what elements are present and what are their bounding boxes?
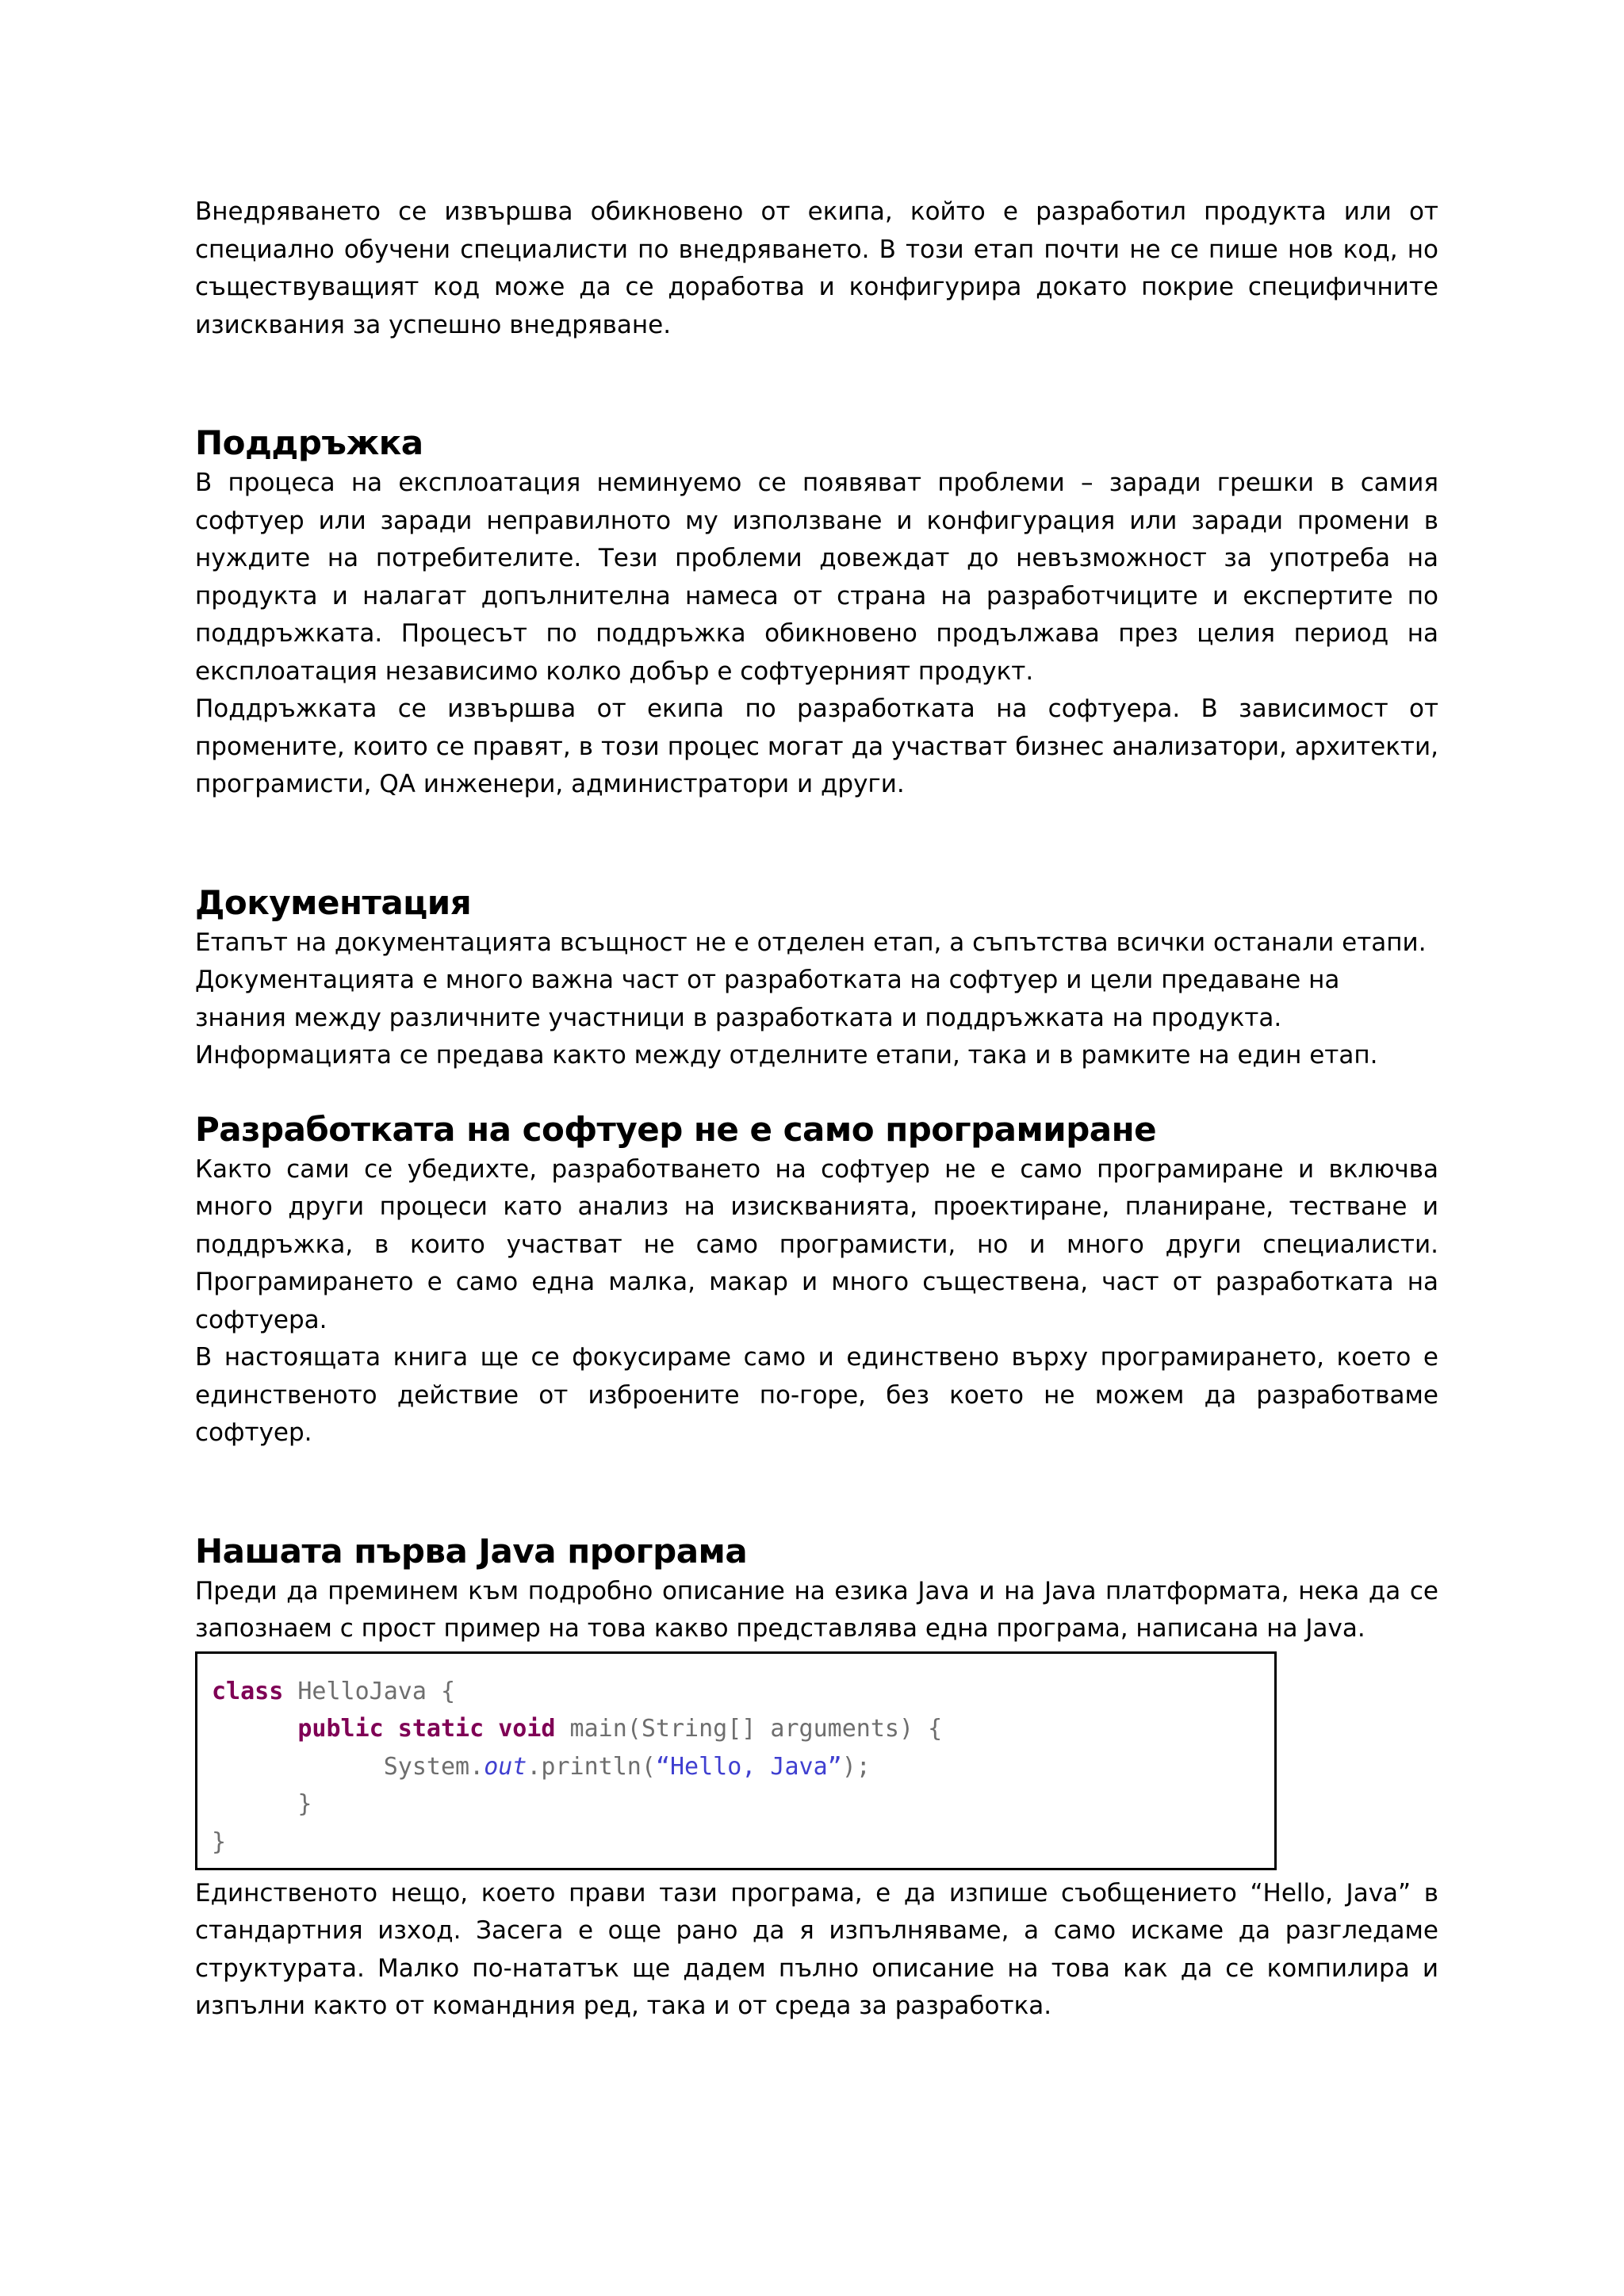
section-heading-first-java-program: Нашата първа Java програма xyxy=(195,1531,748,1571)
code-text: HelloJava { xyxy=(283,1677,456,1705)
code-field: out xyxy=(484,1752,527,1781)
section-heading-support: Поддръжка xyxy=(195,423,423,462)
support-paragraph-2: Поддръжката се извършва от екипа по разработката на софтуера. В зависимост от промените, които се правят, в този процес могат да участват бизнес анализатори, архитекти, програмисти, QA инженери, администратори и други. xyxy=(195,695,1438,798)
section-heading-not-only-programming: Разработката на софтуер не е само програмиране xyxy=(195,1109,1157,1149)
code-line-3 xyxy=(212,1748,1260,1786)
code-string: “Hello, Java” xyxy=(655,1752,842,1781)
code-text: ); xyxy=(841,1752,871,1781)
documentation-paragraph: Етапът на документацията всъщност не е отделен етап, а съпътства всички останали етапи. Документацията е много важна част от разработката на софтуер и цели предаване на знания между различните участници в разработката и поддръжката на продукта. Информацията се предава както между отделните етапи, така и в рамките на един етап. xyxy=(195,928,1427,1070)
not-only-programming-paragraph-2: В настоящата книга ще се фокусираме само и единствено върху програмирането, което е единственото действие от изброените по-горе, без което не можем да разработваме софтуер. xyxy=(195,1343,1438,1447)
code-indent xyxy=(212,1715,297,1743)
first-program-intro: Преди да преминем към подробно описание на езика Java и на Java платформата, нека да се запознаем с прост пример на това какво представлява една програма, написана на Java. xyxy=(195,1576,1438,1643)
code-keyword: class xyxy=(212,1677,284,1705)
document-page xyxy=(195,193,1438,2026)
code-indent xyxy=(212,1753,384,1781)
support-paragraph-1: В процеса на експлоатация неминуемо се появяват проблеми – заради грешки в самия софтуер или заради неправилното му използване и конфигурация или заради промени в нуждите на потребителите. Тези проблеми довеждат до невъзможност за употреба на продукта и налагат допълнителна намеса от страна на разработчиците и експертите по поддръжката. Процесът по поддръжка обикновено продължава през целия период на експлоатация независимо колко добър е софтуерният продукт. xyxy=(195,469,1438,686)
code-line-5: } xyxy=(212,1827,227,1856)
code-text: System. xyxy=(383,1752,485,1781)
first-program-outro: Единственото нещо, което прави тази програма, е да изпише съобщението “Hello, Java” в стандартния изход. Засега е още рано да я изпълняваме, а само искаме да разгледаме структурата. Малко по-нататък ще дадем пълно описание на това как да се компилира и изпълни както от командния ред, така и от среда за разработка. xyxy=(195,1878,1438,2020)
code-line-2 xyxy=(212,1710,1260,1748)
intro-paragraph: Внедряването се извършва обикновено от екипа, който е разработил продукта или от специално обучени специалисти по внедряването. В този етап почти не се пише нов код, но съществуващият код може да се доработва и конфигурира докато покрие специфичните изисквания за успешно внедряване. xyxy=(195,197,1438,339)
code-text: main(String[] arguments) { xyxy=(555,1715,943,1743)
code-keyword: public static void xyxy=(297,1715,556,1743)
code-line-4: } xyxy=(212,1790,312,1818)
not-only-programming-paragraph-1: Както сами се убедихте, разработването на софтуер не е само програмиране и включва много други процеси като анализ на изискванията, проектиране, планиране, тестване и поддръжка, в които участват не само програмисти, но и много други специалисти. Програмирането е само една малка, макар и много съществена, част от разработката на софтуера. xyxy=(195,1154,1438,1334)
code-text: .println( xyxy=(527,1752,656,1781)
code-listing xyxy=(195,1651,1277,1870)
code-line-1 xyxy=(212,1673,1260,1711)
section-heading-documentation: Документация xyxy=(195,882,472,922)
